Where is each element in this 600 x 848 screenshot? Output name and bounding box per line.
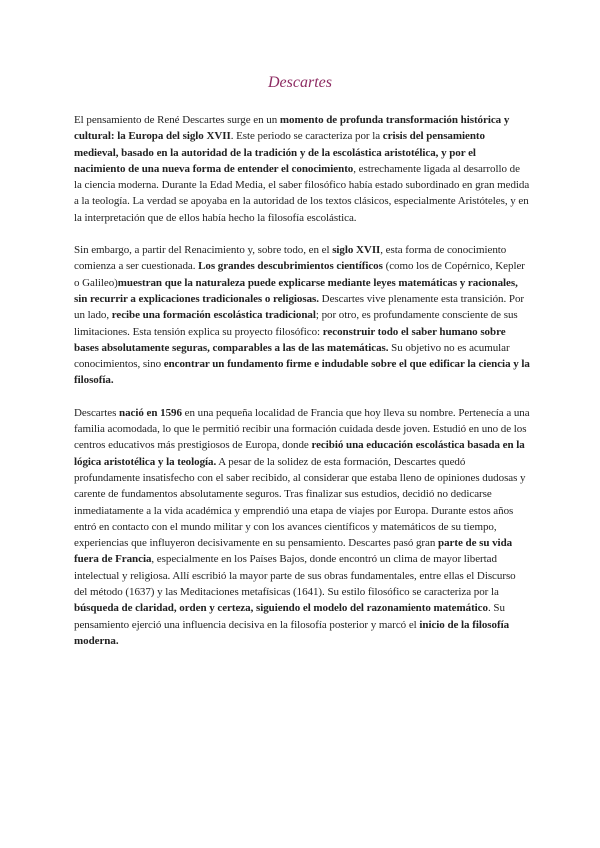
- bold-text: nació en 1596: [119, 406, 182, 419]
- bold-text: búsqueda de claridad, orden y certeza, siguiendo el modelo del razonamiento matemático: [74, 602, 488, 615]
- text-run: , especialmente en los Países Bajos, donde encontró un clima de mayor libertad intelectual y religiosa. Allí escribió la mayor parte de sus obras fundamentales, entre ellas el Discurso del método (1637) y las Meditaciones metafísicas (1641). Su estilo filosófico se caracteriza por la: [74, 553, 516, 599]
- text-run: El pensamiento de René Descartes surge en un: [74, 114, 280, 126]
- text-run: Sin embargo, a partir del Renacimiento y, sobre todo, en el: [74, 244, 333, 257]
- text-run: Su objetivo no es acumular conocimientos, sino: [74, 341, 510, 371]
- bold-text: siglo XVII: [332, 244, 381, 257]
- paragraph-3: [74, 405, 530, 649]
- text-run: Descartes vive plenamente esta transición. Por un lado,: [74, 292, 525, 322]
- bold-text: recibió una educación escolástica basada en la lógica aristotélica y la teología.: [74, 439, 525, 468]
- document-title: Descartes: [268, 74, 332, 91]
- bold-text: inicio de la filosofía moderna.: [74, 618, 510, 647]
- bold-text: encontrar un fundamento firme e indudable sobre el que edificar la ciencia y la filosofía.: [74, 358, 530, 387]
- paragraph-2: [74, 242, 530, 389]
- text-run: A pesar de la solidez de esta formación, Descartes quedó profundamente insatisfecho con el saber recibido, al considerar que estaba lleno de opiniones dudosas y carente de fundamentos absolutamente seguros. Tras finalizar sus estudios, decidió no dedicarse inmediatamente a la vida académica y emprendió una etapa de viajes por Europa. Durante estos años entró en contacto con el mundo militar y con los avances científicos y matemáticos de su tiempo, experiencias que influyeron decisivamente en su pensamiento. Descartes pasó gran: [74, 455, 526, 550]
- text-run: (como los de Copérnico, Kepler o Galileo): [74, 260, 525, 289]
- bold-text: crisis del pensamiento medieval, basado en la autoridad de la tradición y de la escolástica aristotélica, y por el nacimiento de una nueva forma de entender el conocimiento: [74, 130, 485, 175]
- bold-text: recibe una formación escolástica tradicional: [111, 309, 316, 322]
- bold-text: parte de su vida fuera de Francia: [74, 537, 513, 566]
- text-run: . Su pensamiento ejerció una influencia decisiva en la filosofía posterior y marcó el: [74, 602, 505, 631]
- bold-text: muestran que la naturaleza puede explicarse mediante leyes matemáticas y racionales, sin recurrir a explicaciones tradicionales o religiosas.: [74, 276, 518, 305]
- paragraph-1: [74, 112, 530, 226]
- text-run: en una pequeña localidad de Francia que hoy lleva su nombre. Pertenecía a una familia acomodada, lo que le permitió recibir una formación cuidada desde joven. Estudió en uno de los centros educativos más prestigiosos de Europa, donde: [74, 406, 530, 452]
- text-run: , esta forma de conocimiento comienza a ser cuestionada.: [74, 244, 507, 273]
- text-run: ; por otro, es profundamente consciente de sus limitaciones. Esta tensión explica su proyecto filosófico:: [74, 309, 518, 338]
- bold-text: Los grandes descubrimientos científicos: [198, 260, 383, 273]
- text-run: . Este periodo se caracteriza por la: [230, 130, 383, 143]
- document-body: [74, 112, 530, 665]
- bold-text: reconstruir todo el saber humano sobre bases absolutamente seguras, comparables a las de las matemáticas.: [74, 325, 506, 354]
- text-run: Descartes: [74, 406, 120, 419]
- bold-text: momento de profunda transformación histórica y cultural: la Europa del siglo XVII: [74, 114, 510, 143]
- text-run: , estrechamente ligada al desarrollo de la ciencia moderna. Durante la Edad Media, el saber filosófico había estado subordinado en gran medida a la teología. La verdad se apoyaba en la autoridad de los textos clásicos, especialmente Aristóteles, y en la interpretación que de ellos había hecho la filosofía escolástica.: [74, 162, 530, 224]
